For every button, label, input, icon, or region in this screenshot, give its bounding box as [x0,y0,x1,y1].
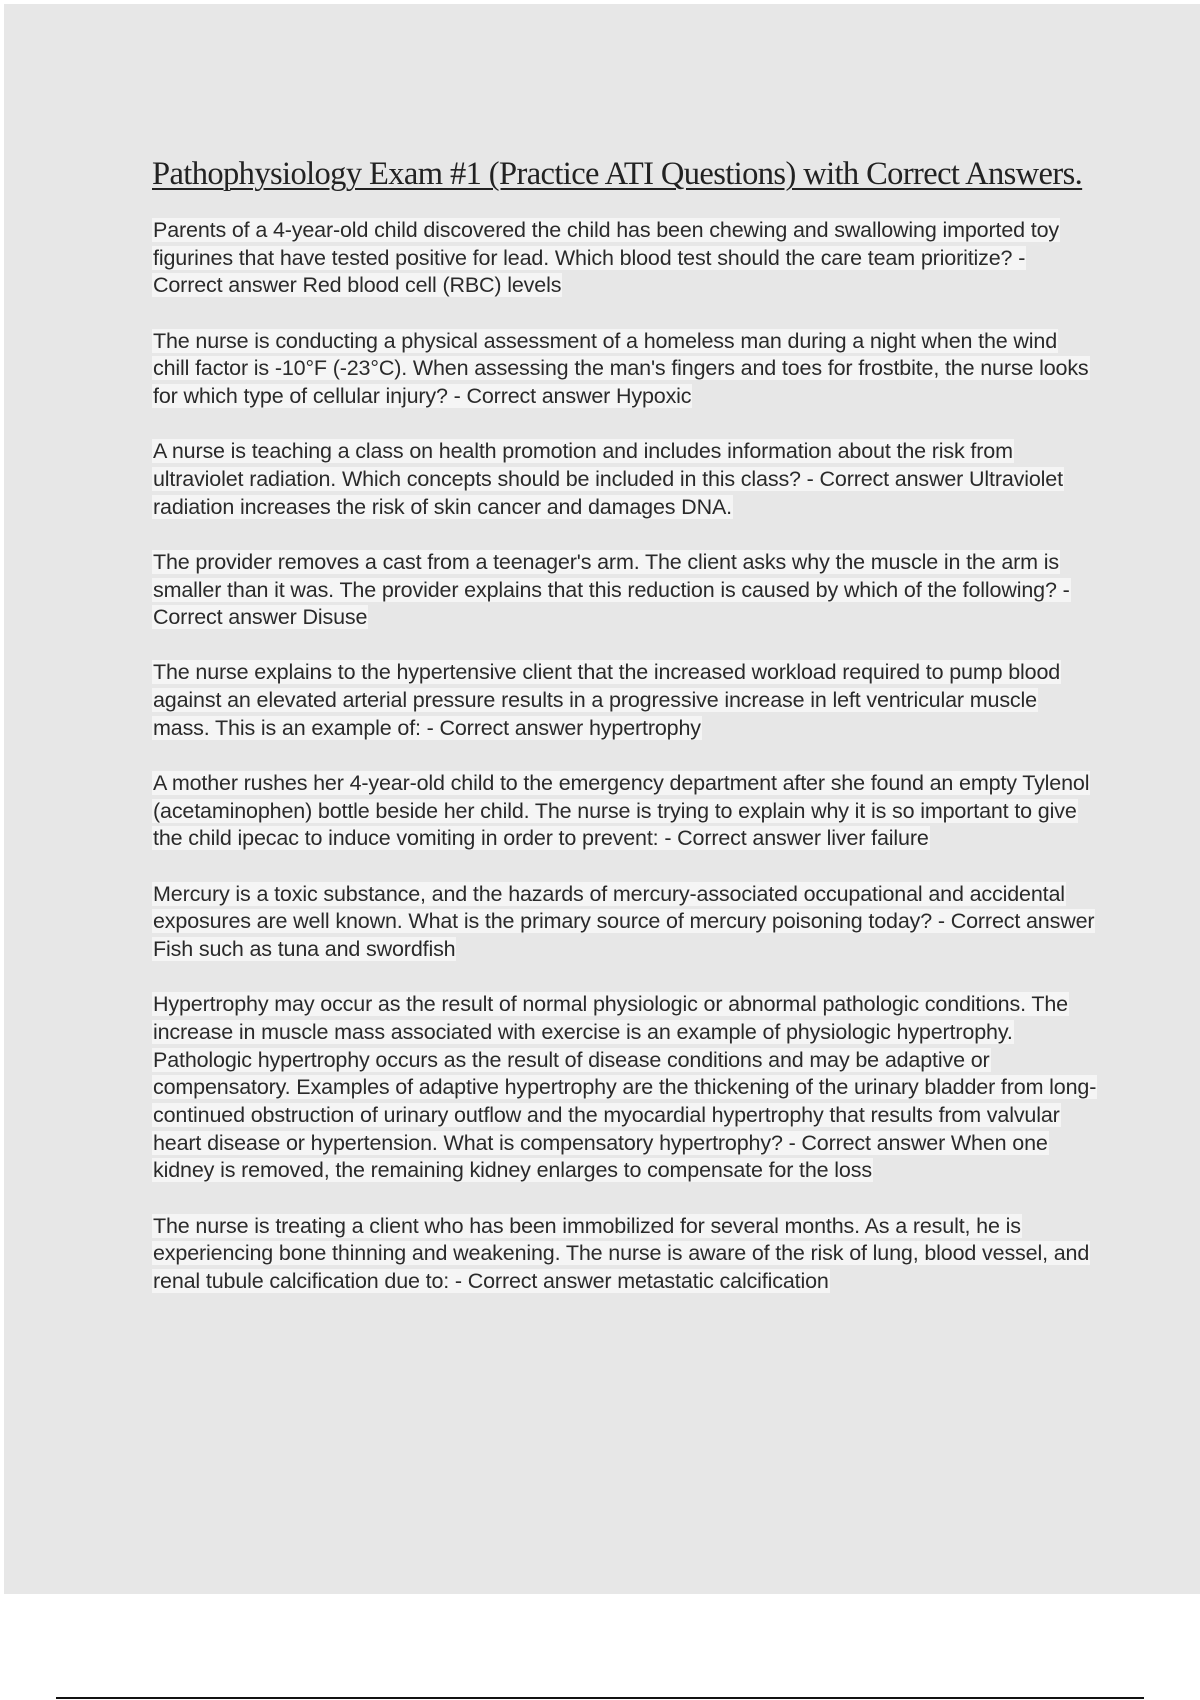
qa-text: The nurse is conducting a physical assessment of a homeless man during a night when the wind chill factor is -10°F (-23°C). When assessing the man's fingers and toes for frostbite, the nurse looks for which type of cellular injury? - Correct answer Hypoxic [153,328,1089,409]
footer-divider [56,1697,1144,1699]
question-answer-list [152,217,1097,1296]
qa-item [152,659,1097,742]
qa-item [152,770,1097,853]
qa-text: A nurse is teaching a class on health promotion and includes information about the risk from ultraviolet radiation. Which concepts should be included in this class? - Correct answer Ultraviolet radiation increases the risk of skin cancer and damages DNA. [153,439,1063,519]
document-title: Pathophysiology Exam #1 (Practice ATI Questions) with Correct Answers. [152,156,1083,192]
qa-text: Parents of a 4-year-old child discovered the child has been chewing and swallowing imported toy figurines that have tested positive for lead. Which blood test should the care team prioritize? - Correct answer Red blood cell (RBC) levels [153,218,1059,298]
qa-text: The nurse explains to the hypertensive client that the increased workload required to pump blood against an elevated arterial pressure results in a progressive increase in left ventricular muscle mass. This is an example of: - Correct answer hypertrophy [153,660,1061,740]
qa-item [152,328,1097,411]
qa-text: The provider removes a cast from a teenager's arm. The client asks why the muscle in the arm is smaller than it was. The provider explains that this reduction is caused by which of the following? - Correct answer Disuse [153,549,1070,630]
document-page [4,4,1200,1594]
qa-item [152,1213,1097,1296]
document-content [152,154,1097,1323]
qa-item [152,217,1097,300]
qa-text: Hypertrophy may occur as the result of normal physiologic or abnormal pathologic conditions. The increase in muscle mass associated with exercise is an example of physiologic hypertrophy. Pathologic hypertrophy occurs as the result of disease conditions and may be adaptive or compensatory. Examples of adaptive hypertrophy are the thickening of the urinary bladder from long-continued obstruction of urinary outflow and the myocardial hypertrophy that results from valvular heart disease or hypertension. What is compensatory hypertrophy? - Correct answer When one kidney is removed, the remaining kidney enlarges to compensate for the loss [153,992,1097,1183]
qa-item [152,438,1097,521]
qa-item [152,991,1097,1185]
qa-text: Mercury is a toxic substance, and the hazards of mercury-associated occupational and accidental exposures are well known. What is the primary source of mercury poisoning today? - Correct answer Fish such as tuna and swordfish [153,881,1095,962]
qa-item [152,881,1097,964]
qa-text: A mother rushes her 4-year-old child to the emergency department after she found an empty Tylenol (acetaminophen) bottle beside her child. The nurse is trying to explain why it is so important to give the child ipecac to induce vomiting in order to prevent: - Correct answer liver failure [153,771,1090,851]
qa-item [152,549,1097,632]
qa-text: The nurse is treating a client who has been immobilized for several months. As a result, he is experiencing bone thinning and weakening. The nurse is aware of the risk of lung, blood vessel, and renal tubule calcification due to: - Correct answer metastatic calcification [153,1213,1090,1294]
